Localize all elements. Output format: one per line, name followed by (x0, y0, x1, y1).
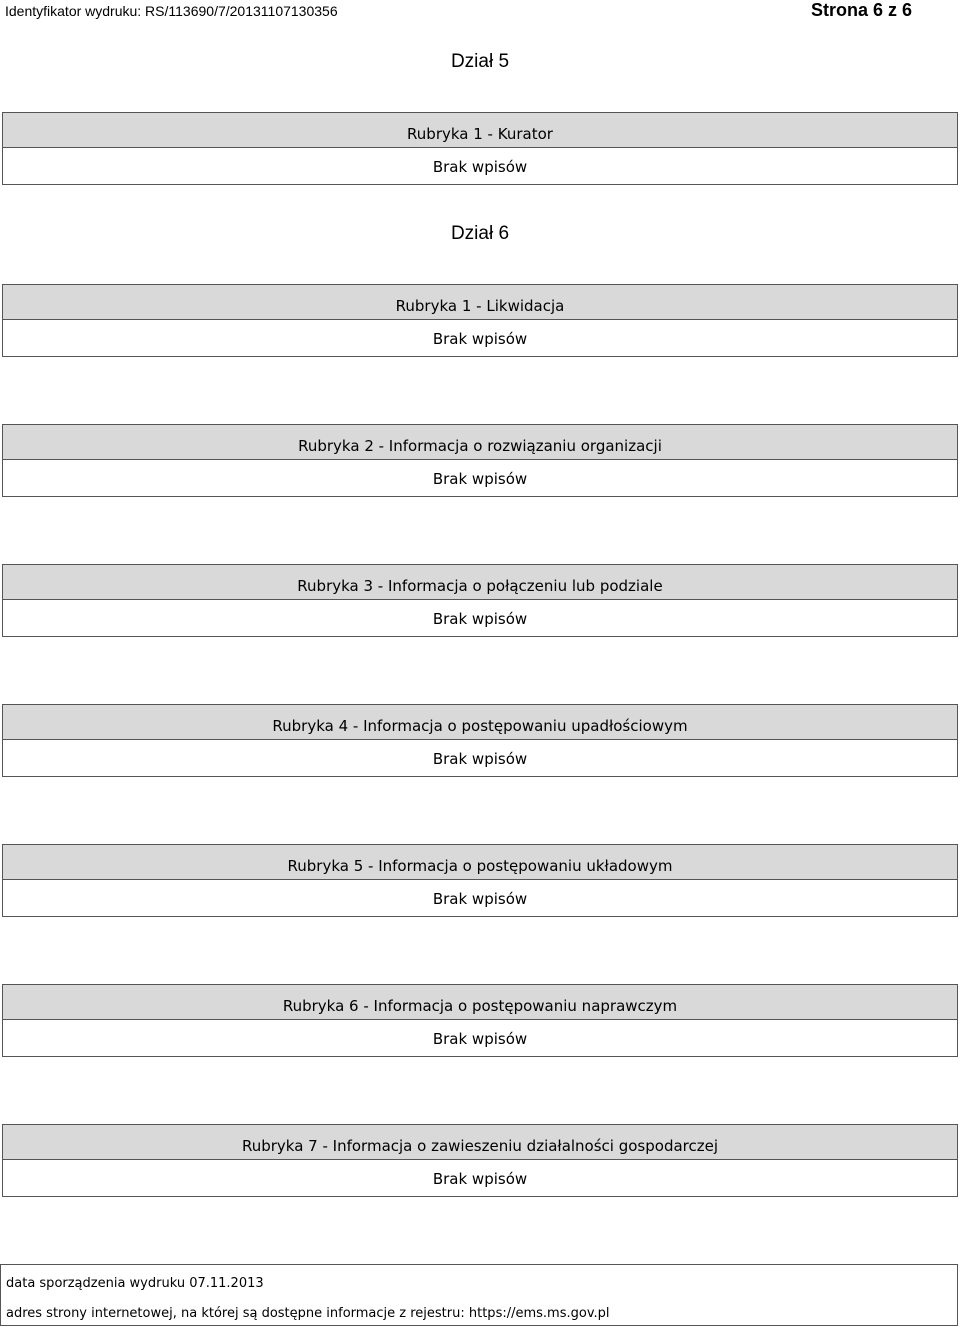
rubric-rozwiazanie (2, 424, 958, 497)
rubric-body: Brak wpisów (3, 320, 957, 356)
rubric-body: Brak wpisów (3, 600, 957, 636)
rubric-uklad (2, 844, 958, 917)
rubric-body: Brak wpisów (3, 148, 957, 184)
rubric-kurator (2, 112, 958, 185)
rubric-title: Rubryka 6 - Informacja o postępowaniu naprawczym (3, 985, 957, 1020)
rubric-title: Rubryka 2 - Informacja o rozwiązaniu organizacji (3, 425, 957, 460)
rubric-title: Rubryka 1 - Likwidacja (3, 285, 957, 320)
section-title-dzial-5: Dział 5 (450, 51, 510, 72)
print-date: data sporządzenia wydruku 07.11.2013 (6, 1276, 264, 1291)
rubric-body: Brak wpisów (3, 740, 957, 776)
rubric-title: Rubryka 4 - Informacja o postępowaniu upadłościowym (3, 705, 957, 740)
rubric-title: Rubryka 1 - Kurator (3, 113, 957, 148)
rubric-body: Brak wpisów (3, 460, 957, 496)
print-identifier: Identyfikator wydruku: RS/113690/7/20131107130356 (5, 3, 338, 19)
rubric-body: Brak wpisów (3, 880, 957, 916)
rubric-body: Brak wpisów (3, 1020, 957, 1056)
rubric-upadlosc (2, 704, 958, 777)
registry-address: adres strony internetowej, na której są dostępne informacje z rejestru: https://ems.ms.gov.pl (6, 1306, 610, 1321)
rubric-zawieszenie (2, 1124, 958, 1197)
rubric-title: Rubryka 3 - Informacja o połączeniu lub podziale (3, 565, 957, 600)
page-footer (0, 1264, 958, 1326)
rubric-polaczenie (2, 564, 958, 637)
rubric-title: Rubryka 7 - Informacja o zawieszeniu działalności gospodarczej (3, 1125, 957, 1160)
rubric-likwidacja (2, 284, 958, 357)
rubric-body: Brak wpisów (3, 1160, 957, 1196)
page-header (0, 0, 960, 22)
rubric-naprawcze (2, 984, 958, 1057)
page-number: Strona 6 z 6 (810, 0, 912, 20)
section-title-dzial-6: Dział 6 (450, 223, 510, 244)
rubric-title: Rubryka 5 - Informacja o postępowaniu układowym (3, 845, 957, 880)
